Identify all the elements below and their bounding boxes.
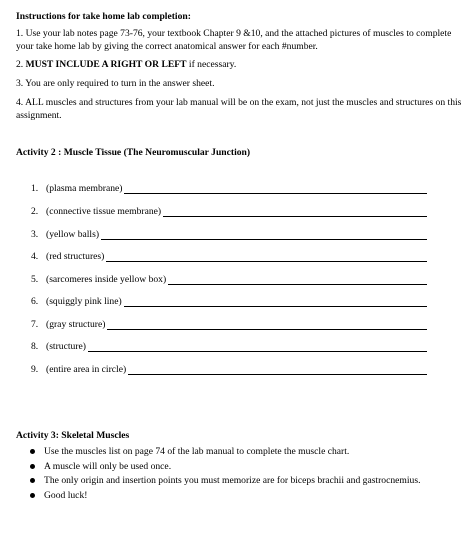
answer-label: (plasma membrane) bbox=[46, 183, 123, 194]
answer-label: (sarcomeres inside yellow box) bbox=[46, 274, 167, 285]
answer-row-1 bbox=[31, 183, 427, 196]
answer-blank-7[interactable] bbox=[107, 320, 427, 330]
answer-number: 7. bbox=[31, 319, 39, 330]
answer-label: (structure) bbox=[46, 341, 86, 352]
answer-label: (gray structure) bbox=[46, 319, 106, 330]
answer-row-4 bbox=[31, 251, 427, 264]
instructions-title: Instructions for take home lab completion: bbox=[16, 11, 191, 22]
bullet-icon bbox=[30, 493, 35, 498]
answer-blank-2[interactable] bbox=[163, 207, 427, 217]
bullet-text: Good luck! bbox=[44, 489, 88, 501]
instruction-item-1: 1. Use your lab notes page 73-76, your textbook Chapter 9 &10, and the attached pictures of muscles to complete your take home lab by giving the correct anatomical answer for each #number. bbox=[16, 28, 452, 52]
answer-number: 4. bbox=[31, 251, 39, 262]
instruction-item-2 bbox=[16, 59, 462, 72]
answer-blank-8[interactable] bbox=[88, 342, 427, 352]
activity2-title: Activity 2 : Muscle Tissue (The Neuromuscular Junction) bbox=[16, 147, 251, 158]
answer-number: 8. bbox=[31, 341, 39, 352]
instruction-item-4: 4. ALL muscles and structures from your lab manual will be on the exam, not just the muscles and structures on this assignment. bbox=[16, 97, 462, 121]
answer-label: (red structures) bbox=[46, 251, 105, 262]
answer-blank-4[interactable] bbox=[106, 252, 427, 262]
answer-blank-1[interactable] bbox=[124, 184, 427, 194]
answer-number: 2. bbox=[31, 206, 39, 217]
answer-row-7 bbox=[31, 319, 427, 332]
answer-row-3 bbox=[31, 229, 427, 242]
answer-label: (squiggly pink line) bbox=[46, 296, 122, 307]
answer-row-8 bbox=[31, 341, 427, 354]
instruction-item-3: 3. You are only required to turn in the answer sheet. bbox=[16, 78, 215, 89]
answer-row-5 bbox=[31, 274, 427, 287]
bullet-icon bbox=[30, 464, 35, 469]
bullet-text: A muscle will only be used once. bbox=[44, 460, 172, 472]
list-item bbox=[22, 446, 462, 461]
activity3-bullet-list bbox=[22, 446, 462, 504]
list-item bbox=[22, 461, 462, 476]
instruction-item-2-prefix: 2. bbox=[16, 59, 26, 70]
answer-blank-6[interactable] bbox=[124, 297, 427, 307]
answer-label: (yellow balls) bbox=[46, 229, 100, 240]
answer-blank-5[interactable] bbox=[168, 275, 427, 285]
instruction-item-2-suffix: if necessary. bbox=[186, 59, 237, 70]
answer-number: 9. bbox=[31, 364, 39, 375]
list-item bbox=[22, 490, 462, 505]
answer-number: 1. bbox=[31, 183, 39, 194]
answer-blank-9[interactable] bbox=[128, 365, 427, 375]
answer-number: 6. bbox=[31, 296, 39, 307]
answer-label: (connective tissue membrane) bbox=[46, 206, 162, 217]
answer-label: (entire area in circle) bbox=[46, 364, 127, 375]
bullet-icon bbox=[30, 478, 35, 483]
answer-blank-3[interactable] bbox=[101, 230, 427, 240]
answer-row-9 bbox=[31, 364, 427, 377]
answer-number: 3. bbox=[31, 229, 39, 240]
bullet-text: The only origin and insertion points you must memorize are for biceps brachii and gastrocnemius. bbox=[44, 475, 421, 487]
answer-number: 5. bbox=[31, 274, 39, 285]
instruction-item-2-emphasis: MUST INCLUDE A RIGHT OR LEFT bbox=[25, 59, 187, 70]
answer-row-6 bbox=[31, 296, 427, 309]
answer-row-2 bbox=[31, 206, 427, 219]
activity3-title: Activity 3: Skeletal Muscles bbox=[16, 430, 130, 441]
bullet-icon bbox=[30, 449, 35, 454]
list-item bbox=[22, 475, 462, 490]
bullet-text: Use the muscles list on page 74 of the lab manual to complete the muscle chart. bbox=[44, 446, 350, 457]
